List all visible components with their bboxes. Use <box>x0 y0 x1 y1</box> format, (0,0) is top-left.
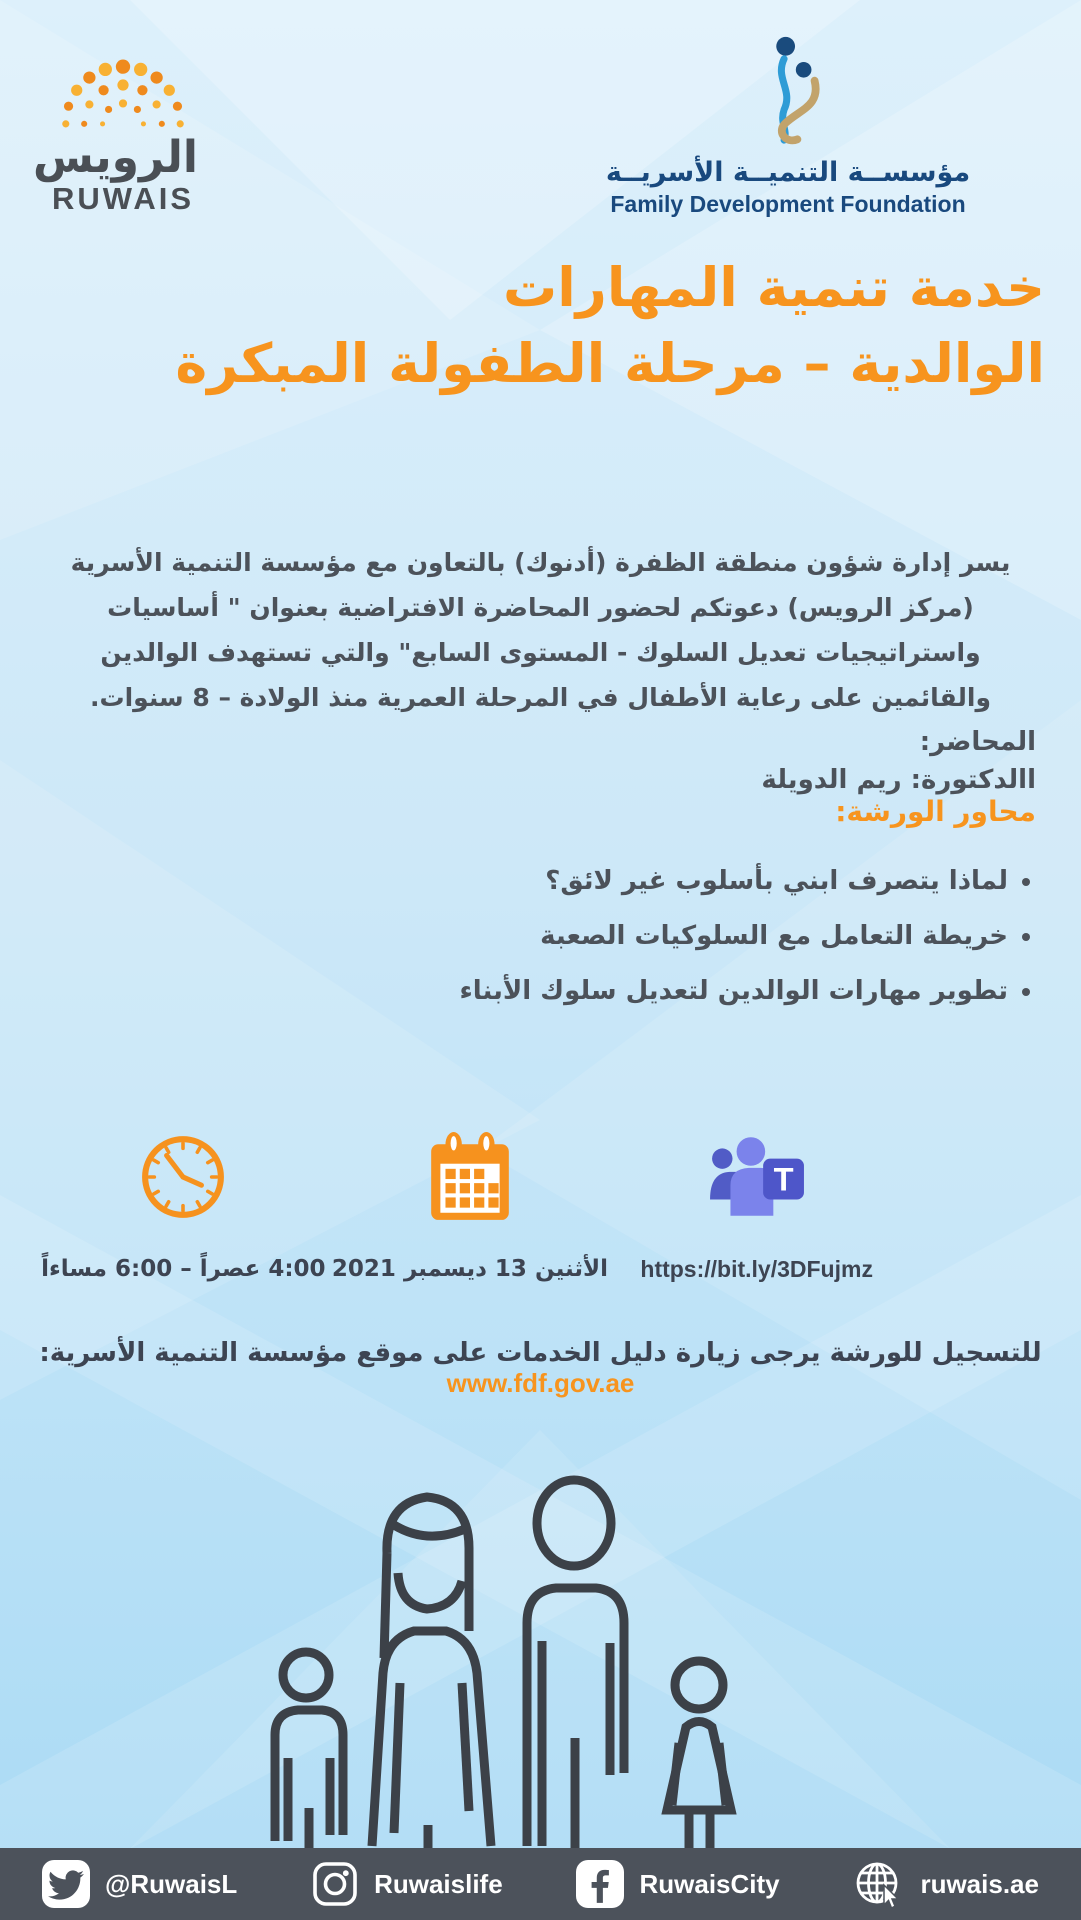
footer-website[interactable] <box>853 1858 1039 1910</box>
event-time: 4:00 عصراً – 6:00 مساءاً <box>41 1256 326 1282</box>
facebook-handle: RuwaisCity <box>639 1868 780 1899</box>
twitter-handle: @RuwaisL <box>105 1868 238 1899</box>
registration-line <box>0 1338 1081 1399</box>
event-link-column <box>613 1112 900 1283</box>
twitter-icon <box>42 1860 90 1908</box>
event-date-column <box>327 1112 614 1283</box>
ruwais-logo <box>32 36 198 216</box>
teams-icon <box>708 1134 806 1220</box>
fdf-name-arabic: مؤسســة التنميــة الأسريــة <box>605 157 971 188</box>
instagram-icon <box>311 1860 359 1908</box>
footer-social-bar <box>0 1848 1081 1920</box>
topic-item: • لماذا يتصرف ابني بأسلوب غير لائق؟ <box>45 854 1008 909</box>
topic-item: • خريطة التعامل مع السلوكيات الصعبة <box>45 909 1008 964</box>
registration-url[interactable]: www.fdf.gov.ae <box>446 1368 635 1398</box>
fdf-name-english: Family Development Foundation <box>610 191 966 217</box>
lecturer-name: االدكتورة: ريم الدويلة <box>761 765 1036 795</box>
topic-item: • تطوير مهارات الوالدين لتعديل سلوك الأبناء <box>45 964 1008 1019</box>
fdf-mark-icon <box>745 34 831 154</box>
workshop-topics-label: محاور الورشة: <box>835 795 1036 828</box>
instagram-handle: Ruwaislife <box>374 1868 503 1899</box>
body-content <box>45 540 1036 1019</box>
event-link[interactable]: https://bit.ly/3DFujmz <box>640 1256 873 1282</box>
event-date: الأثنين 13 ديسمبر 2021 <box>331 1256 609 1282</box>
workshop-topics-list <box>45 854 1036 1019</box>
event-info-row <box>40 1112 900 1283</box>
globe-icon <box>853 1858 905 1910</box>
page-title <box>36 250 1045 402</box>
footer-instagram[interactable] <box>311 1860 503 1908</box>
clock-icon <box>139 1133 227 1221</box>
ruwais-name-english: RUWAIS <box>52 181 194 216</box>
ruwais-dots-icon <box>55 36 191 130</box>
facebook-icon <box>576 1860 624 1908</box>
calendar-icon <box>427 1130 513 1224</box>
family-illustration <box>222 1413 782 1848</box>
event-time-column <box>40 1112 327 1283</box>
website-url: ruwais.ae <box>920 1868 1039 1899</box>
title-line-2: الوالدية – مرحلة الطفولة المبكرة <box>175 332 1045 395</box>
footer-twitter[interactable] <box>42 1860 237 1908</box>
registration-text: للتسجيل للورشة يرجى زيارة دليل الخدمات على موقع مؤسسة التنمية الأسرية: <box>39 1338 1042 1368</box>
fdf-logo <box>523 34 1053 218</box>
footer-facebook[interactable] <box>576 1860 779 1908</box>
title-line-1: خدمة تنمية المهارات <box>503 256 1045 319</box>
intro-paragraph: يسر إدارة شؤون منطقة الظفرة (أدنوك) بالتعاون مع مؤسسة التنمية الأسرية (مركز الرويس) دعوتكم لحضور المحاضرة الافتراضية بعنوان " أساسيات واستراتيجيات تعديل السلوك - المستوى السابع" والتي تستهدف الوالدين والقائمين على رعاية الأطفال في المرحلة العمرية منذ الولادة – 8 سنوات. <box>70 548 1011 712</box>
lecturer-label: المحاضر: <box>919 727 1036 757</box>
ruwais-name-arabic: الرويس <box>32 132 198 183</box>
svg-text:T: T <box>773 1160 794 1198</box>
